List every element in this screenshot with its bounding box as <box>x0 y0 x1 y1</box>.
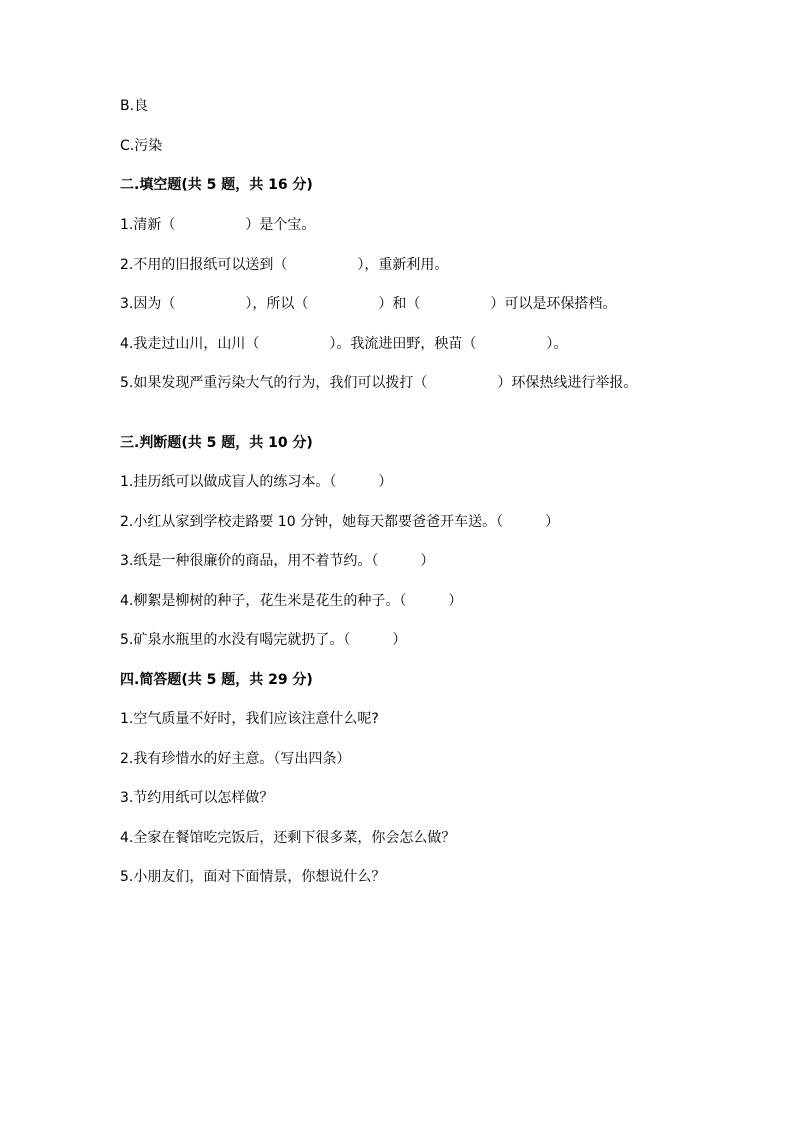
short-answer-question-3: 3.节约用纸可以怎样做？ <box>120 790 274 806</box>
true-false-question-1: 1.挂历纸可以做成盲人的练习本。（ ） <box>120 474 393 490</box>
true-false-question-3: 3.纸是一种很廉价的商品，用不着节约。（ ） <box>120 553 435 569</box>
short-answer-question-5: 5.小朋友们，面对下面情景，你想说什么？ <box>120 869 386 885</box>
fill-blank-question-5: 5.如果发现严重污染大气的行为，我们可以拨打（ ）环保热线进行举报。 <box>120 375 638 391</box>
true-false-question-2: 2.小红从家到学校走路要 10 分钟，她每天都要爸爸开车送。（ ） <box>120 514 560 530</box>
option-c: C.污染 <box>120 138 163 154</box>
fill-blank-question-3: 3.因为（ ），所以（ ）和（ ）可以是环保搭档。 <box>120 296 617 312</box>
short-answer-question-1: 1.空气质量不好时，我们应该注意什么呢? <box>120 711 379 727</box>
fill-blank-question-2: 2.不用的旧报纸可以送到（ ），重新利用。 <box>120 257 449 273</box>
section-heading-true-false: 三.判断题(共 5 题，共 10 分) <box>120 435 313 451</box>
option-b: B.良 <box>120 98 149 114</box>
section-heading-fill-blank: 二.填空题(共 5 题，共 16 分) <box>120 177 313 193</box>
fill-blank-question-1: 1.清新（ ）是个宝。 <box>120 217 316 233</box>
short-answer-question-4: 4.全家在餐馆吃完饭后，还剩下很多菜，你会怎么做？ <box>120 830 456 846</box>
fill-blank-question-4: 4.我走过山川，山川（ ）。我流进田野，秧苗（ ）。 <box>120 336 568 352</box>
section-heading-short-answer: 四.简答题(共 5 题，共 29 分) <box>120 672 313 688</box>
true-false-question-5: 5.矿泉水瓶里的水没有喝完就扔了。（ ） <box>120 632 407 648</box>
short-answer-question-2: 2.我有珍惜水的好主意。（写出四条） <box>120 751 351 767</box>
true-false-question-4: 4.柳絮是柳树的种子，花生米是花生的种子。（ ） <box>120 593 463 609</box>
